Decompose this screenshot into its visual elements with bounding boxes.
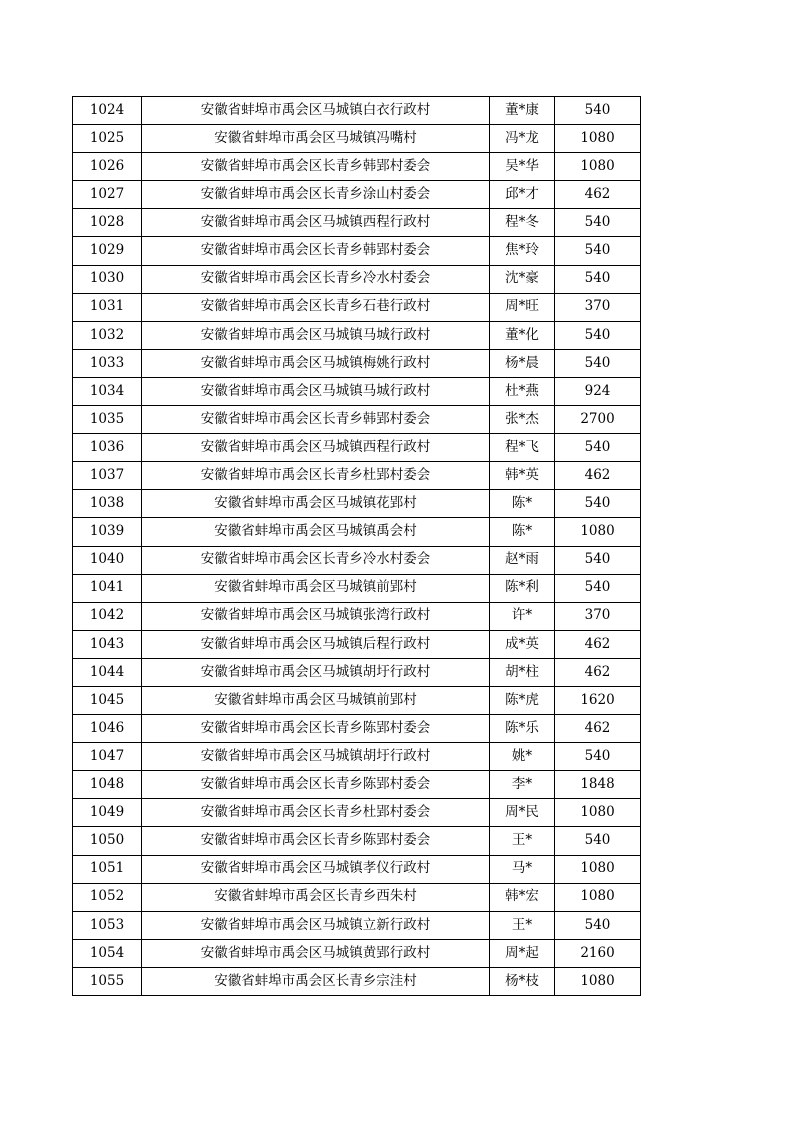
row-number-cell: 1052 (73, 883, 142, 911)
address-cell: 安徽省蚌埠市禹会区长青乡韩郢村委会 (142, 237, 490, 265)
amount-cell: 540 (555, 265, 641, 293)
address-cell: 安徽省蚌埠市禹会区马城镇西程行政村 (142, 209, 490, 237)
name-cell: 胡*柱 (490, 658, 555, 686)
amount-cell: 1080 (555, 799, 641, 827)
name-cell: 陈*利 (490, 574, 555, 602)
name-cell: 吴*华 (490, 153, 555, 181)
table-row (73, 125, 641, 153)
name-cell: 周*旺 (490, 293, 555, 321)
name-cell: 赵*雨 (490, 546, 555, 574)
table-row (73, 97, 641, 125)
address-cell: 安徽省蚌埠市禹会区马城镇黄郢行政村 (142, 939, 490, 967)
name-cell: 王* (490, 827, 555, 855)
amount-cell: 540 (555, 97, 641, 125)
data-table (72, 96, 641, 996)
address-cell: 安徽省蚌埠市禹会区长青乡宗洼村 (142, 967, 490, 995)
table-row (73, 462, 641, 490)
table-row (73, 377, 641, 405)
address-cell: 安徽省蚌埠市禹会区马城镇马城行政村 (142, 321, 490, 349)
table-row (73, 686, 641, 714)
row-number-cell: 1034 (73, 377, 142, 405)
row-number-cell: 1033 (73, 349, 142, 377)
address-cell: 安徽省蚌埠市禹会区马城镇花郢村 (142, 490, 490, 518)
table-row (73, 658, 641, 686)
row-number-cell: 1039 (73, 518, 142, 546)
address-cell: 安徽省蚌埠市禹会区马城镇西程行政村 (142, 434, 490, 462)
address-cell: 安徽省蚌埠市禹会区长青乡石巷行政村 (142, 293, 490, 321)
amount-cell: 540 (555, 209, 641, 237)
amount-cell: 1080 (555, 855, 641, 883)
address-cell: 安徽省蚌埠市禹会区马城镇前郢村 (142, 574, 490, 602)
amount-cell: 540 (555, 349, 641, 377)
name-cell: 焦*玲 (490, 237, 555, 265)
table-row (73, 939, 641, 967)
name-cell: 王* (490, 911, 555, 939)
address-cell: 安徽省蚌埠市禹会区长青乡杜郢村委会 (142, 462, 490, 490)
amount-cell: 1080 (555, 125, 641, 153)
table-row (73, 209, 641, 237)
address-cell: 安徽省蚌埠市禹会区马城镇马城行政村 (142, 377, 490, 405)
address-cell: 安徽省蚌埠市禹会区马城镇立新行政村 (142, 911, 490, 939)
address-cell: 安徽省蚌埠市禹会区长青乡陈郢村委会 (142, 771, 490, 799)
row-number-cell: 1055 (73, 967, 142, 995)
name-cell: 冯*龙 (490, 125, 555, 153)
name-cell: 韩*宏 (490, 883, 555, 911)
name-cell: 杨*晨 (490, 349, 555, 377)
table-row (73, 321, 641, 349)
name-cell: 许* (490, 602, 555, 630)
name-cell: 杨*枝 (490, 967, 555, 995)
table-row (73, 293, 641, 321)
amount-cell: 1080 (555, 967, 641, 995)
address-cell: 安徽省蚌埠市禹会区长青乡西朱村 (142, 883, 490, 911)
row-number-cell: 1032 (73, 321, 142, 349)
amount-cell: 2700 (555, 406, 641, 434)
table-row (73, 715, 641, 743)
table-row (73, 771, 641, 799)
row-number-cell: 1024 (73, 97, 142, 125)
address-cell: 安徽省蚌埠市禹会区马城镇后程行政村 (142, 630, 490, 658)
name-cell: 董*化 (490, 321, 555, 349)
table-row (73, 406, 641, 434)
name-cell: 程*冬 (490, 209, 555, 237)
address-cell: 安徽省蚌埠市禹会区马城镇孝仪行政村 (142, 855, 490, 883)
row-number-cell: 1045 (73, 686, 142, 714)
table-row (73, 574, 641, 602)
address-cell: 安徽省蚌埠市禹会区马城镇胡圩行政村 (142, 743, 490, 771)
row-number-cell: 1036 (73, 434, 142, 462)
table-row (73, 490, 641, 518)
amount-cell: 370 (555, 602, 641, 630)
name-cell: 马* (490, 855, 555, 883)
amount-cell: 1620 (555, 686, 641, 714)
table-body (73, 97, 641, 996)
address-cell: 安徽省蚌埠市禹会区长青乡韩郢村委会 (142, 406, 490, 434)
address-cell: 安徽省蚌埠市禹会区马城镇禹会村 (142, 518, 490, 546)
row-number-cell: 1041 (73, 574, 142, 602)
table-row (73, 546, 641, 574)
amount-cell: 1080 (555, 518, 641, 546)
row-number-cell: 1026 (73, 153, 142, 181)
amount-cell: 540 (555, 827, 641, 855)
table-row (73, 630, 641, 658)
name-cell: 陈*乐 (490, 715, 555, 743)
amount-cell: 462 (555, 462, 641, 490)
address-cell: 安徽省蚌埠市禹会区长青乡杜郢村委会 (142, 799, 490, 827)
row-number-cell: 1029 (73, 237, 142, 265)
table-row (73, 518, 641, 546)
amount-cell: 1080 (555, 883, 641, 911)
row-number-cell: 1054 (73, 939, 142, 967)
address-cell: 安徽省蚌埠市禹会区长青乡冷水村委会 (142, 265, 490, 293)
name-cell: 陈* (490, 490, 555, 518)
row-number-cell: 1040 (73, 546, 142, 574)
name-cell: 成*英 (490, 630, 555, 658)
row-number-cell: 1053 (73, 911, 142, 939)
amount-cell: 540 (555, 434, 641, 462)
row-number-cell: 1047 (73, 743, 142, 771)
table-row (73, 153, 641, 181)
name-cell: 董*康 (490, 97, 555, 125)
address-cell: 安徽省蚌埠市禹会区长青乡涂山村委会 (142, 181, 490, 209)
table-row (73, 349, 641, 377)
table-row (73, 181, 641, 209)
table-row (73, 434, 641, 462)
address-cell: 安徽省蚌埠市禹会区长青乡陈郢村委会 (142, 715, 490, 743)
name-cell: 程*飞 (490, 434, 555, 462)
table-row (73, 855, 641, 883)
name-cell: 陈* (490, 518, 555, 546)
address-cell: 安徽省蚌埠市禹会区马城镇前郢村 (142, 686, 490, 714)
row-number-cell: 1044 (73, 658, 142, 686)
amount-cell: 1080 (555, 153, 641, 181)
address-cell: 安徽省蚌埠市禹会区长青乡陈郢村委会 (142, 827, 490, 855)
address-cell: 安徽省蚌埠市禹会区马城镇张湾行政村 (142, 602, 490, 630)
address-cell: 安徽省蚌埠市禹会区长青乡韩郢村委会 (142, 153, 490, 181)
row-number-cell: 1046 (73, 715, 142, 743)
amount-cell: 462 (555, 658, 641, 686)
amount-cell: 462 (555, 630, 641, 658)
row-number-cell: 1037 (73, 462, 142, 490)
row-number-cell: 1028 (73, 209, 142, 237)
address-cell: 安徽省蚌埠市禹会区马城镇白衣行政村 (142, 97, 490, 125)
amount-cell: 540 (555, 237, 641, 265)
amount-cell: 540 (555, 546, 641, 574)
table-row (73, 911, 641, 939)
table-row (73, 743, 641, 771)
amount-cell: 2160 (555, 939, 641, 967)
row-number-cell: 1030 (73, 265, 142, 293)
table-row (73, 265, 641, 293)
address-cell: 安徽省蚌埠市禹会区马城镇胡圩行政村 (142, 658, 490, 686)
name-cell: 周*起 (490, 939, 555, 967)
amount-cell: 540 (555, 743, 641, 771)
table-row (73, 883, 641, 911)
table-row (73, 827, 641, 855)
amount-cell: 462 (555, 715, 641, 743)
table-row (73, 237, 641, 265)
amount-cell: 1848 (555, 771, 641, 799)
row-number-cell: 1042 (73, 602, 142, 630)
amount-cell: 540 (555, 574, 641, 602)
amount-cell: 924 (555, 377, 641, 405)
name-cell: 姚* (490, 743, 555, 771)
row-number-cell: 1031 (73, 293, 142, 321)
name-cell: 陈*虎 (490, 686, 555, 714)
name-cell: 李* (490, 771, 555, 799)
row-number-cell: 1051 (73, 855, 142, 883)
amount-cell: 540 (555, 490, 641, 518)
row-number-cell: 1050 (73, 827, 142, 855)
row-number-cell: 1043 (73, 630, 142, 658)
row-number-cell: 1049 (73, 799, 142, 827)
row-number-cell: 1027 (73, 181, 142, 209)
address-cell: 安徽省蚌埠市禹会区马城镇冯嘴村 (142, 125, 490, 153)
amount-cell: 462 (555, 181, 641, 209)
row-number-cell: 1035 (73, 406, 142, 434)
name-cell: 张*杰 (490, 406, 555, 434)
name-cell: 杜*燕 (490, 377, 555, 405)
address-cell: 安徽省蚌埠市禹会区马城镇梅姚行政村 (142, 349, 490, 377)
amount-cell: 540 (555, 321, 641, 349)
row-number-cell: 1025 (73, 125, 142, 153)
row-number-cell: 1038 (73, 490, 142, 518)
amount-cell: 370 (555, 293, 641, 321)
name-cell: 沈*豪 (490, 265, 555, 293)
address-cell: 安徽省蚌埠市禹会区长青乡冷水村委会 (142, 546, 490, 574)
row-number-cell: 1048 (73, 771, 142, 799)
amount-cell: 540 (555, 911, 641, 939)
table-row (73, 967, 641, 995)
name-cell: 周*民 (490, 799, 555, 827)
name-cell: 邱*才 (490, 181, 555, 209)
table-row (73, 799, 641, 827)
name-cell: 韩*英 (490, 462, 555, 490)
table-row (73, 602, 641, 630)
